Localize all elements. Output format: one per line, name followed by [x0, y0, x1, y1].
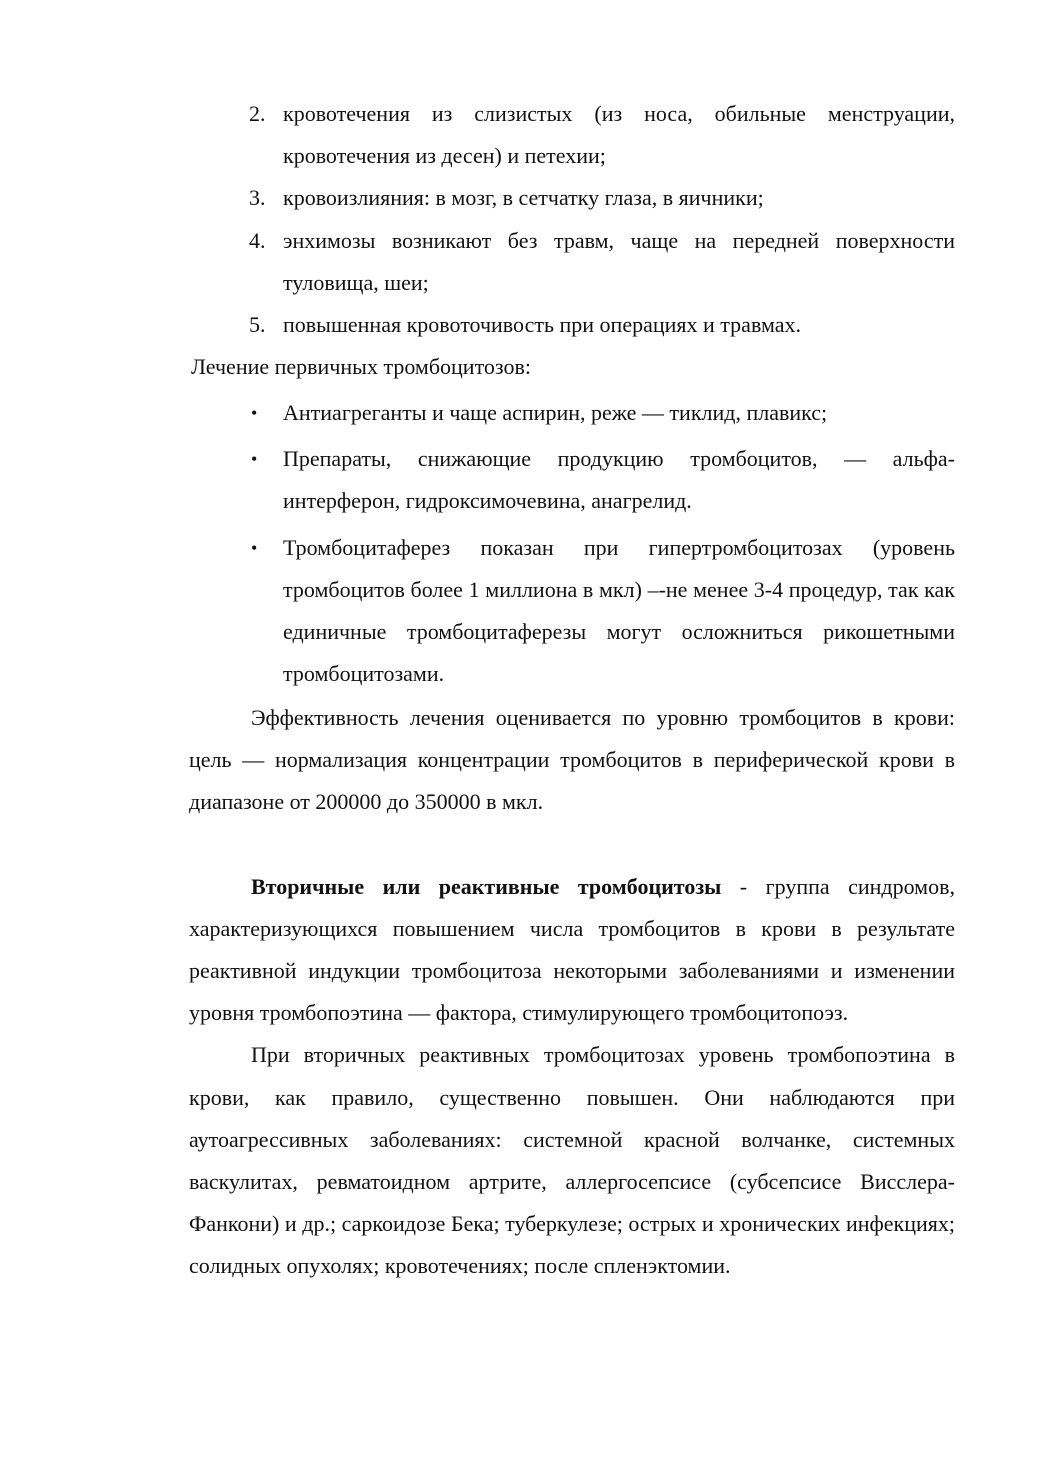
paragraph-text: - группа синдромов, характеризующихся повышением числа тромбоцитов в крови в результате реактивной индукции тромбоцитоза некоторыми заболеваниями и изменении уровня тромбопоэтина — фактора, стимулирующего тромбоцитопоэз.: [189, 873, 955, 1026]
bullet-list: [189, 392, 955, 695]
efficacy-paragraph: Эффективность лечения оценивается по уровню тромбоцитов в крови: цель — нормализация концентрации тромбоцитов в периферической крови в диапазоне от 200000 до 350000 в мкл.: [189, 705, 955, 815]
list-item-text: кровотечения из слизистых (из носа, обильные менструации, кровотечения из десен) и петехии;: [283, 101, 955, 169]
list-item-text: Антиагреганты и чаще аспирин, реже — тиклид, плавикс;: [283, 400, 828, 425]
secondary-thrombocytosis-paragraph: [189, 866, 955, 1035]
list-item: [189, 93, 955, 177]
list-item: [189, 527, 955, 696]
list-item: [189, 392, 955, 434]
list-item: [189, 220, 955, 304]
list-number: 2.: [249, 101, 266, 126]
bullet-icon: •: [251, 449, 258, 470]
list-number: 3.: [249, 185, 266, 211]
bullet-icon: •: [251, 403, 258, 423]
list-item-text: кровоизлияния: в мозг, в сетчатку глаза, в яичники;: [283, 185, 764, 211]
list-number: 5.: [249, 312, 266, 338]
bold-term: Вторичные или реактивные тромбоцитозы: [251, 873, 722, 899]
body-text: [189, 697, 955, 1288]
list-item-text: Препараты, снижающие продукцию тромбоцитов, — альфа-интерферон, гидроксимочевина, анагрелид.: [283, 446, 955, 514]
bullet-icon: •: [251, 537, 258, 558]
list-item-text: энхимозы возникают без травм, чаще на передней поверхности туловища, шеи;: [283, 227, 955, 295]
list-item: [189, 177, 955, 219]
reactive-thrombocytosis-paragraph: При вторичных реактивных тромбоцитозах уровень тромбопоэтина в крови, как правило, существенно повышен. Они наблюдаются при аутоагрессивных заболеваниях: системной красной волчанке, системных васкулитах, ревматоидном артрите, аллергосепсисе (субсепсисе Висслера-Фанкони) и др.; саркоидозе Бека; туберкулезе; острых и хронических инфекциях; солидных опухолях; кровотечениях; после спленэктомии.: [189, 1042, 955, 1279]
list-item-text: повышенная кровоточивость при операциях и травмах.: [283, 312, 801, 338]
numbered-list: [189, 93, 955, 388]
paragraph-gap: [189, 824, 955, 866]
treatment-heading: Лечение первичных тромбоцитозов:: [191, 354, 531, 380]
list-item: [189, 438, 955, 522]
list-item-text: Тромбоцитаферез показан при гипертромбоцитозах (уровень тромбоцитов более 1 миллиона в мкл) –-не менее 3-4 процедур, так как единичные тромбоцитаферезы могут осложниться рикошетными тромбоцитозами.: [283, 534, 955, 687]
list-number: 4.: [249, 227, 266, 253]
list-item: [189, 304, 955, 346]
